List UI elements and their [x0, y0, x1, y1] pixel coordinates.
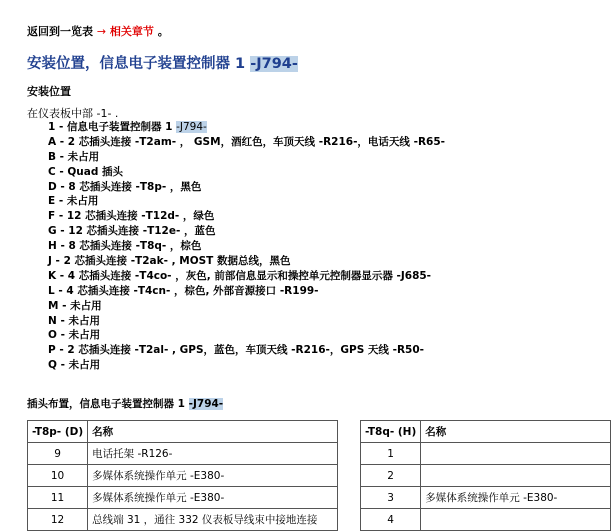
right-name-cell: 多媒体系统操作单元 -E380- — [421, 487, 611, 509]
location-description: 在仪表板中部 -1- . — [27, 107, 119, 120]
left-pin-header: -T8p- (D) — [28, 421, 88, 443]
list-item: G - 12 芯插头连接 -T12e- ，蓝色 — [48, 225, 216, 238]
left-name-cell: 多媒体系统操作单元 -E380- — [88, 465, 338, 487]
list-item: M - 未占用 — [48, 299, 102, 312]
left-pin-cell: 10 — [28, 465, 88, 487]
component-legend-list — [48, 120, 445, 373]
table-row — [28, 487, 611, 509]
right-name-header: 名称 — [421, 421, 611, 443]
list-item: E - 未占用 — [48, 195, 99, 208]
pin-table-title-code: -J794- — [188, 398, 224, 410]
page-title-code: -J794- — [250, 56, 298, 72]
left-pin-cell: 11 — [28, 487, 88, 509]
back-to-overview-link[interactable]: 返回到一览表 — [27, 25, 93, 38]
left-name-header: 名称 — [88, 421, 338, 443]
page-title-text: 安装位置，信息电子装置控制器 1 — [27, 56, 251, 72]
list-item: N - 未占用 — [48, 314, 100, 327]
right-pin-cell: 3 — [361, 487, 421, 509]
left-pin-cell: 9 — [28, 443, 88, 465]
related-chapters-link[interactable]: 相关章节 — [109, 25, 154, 38]
component-code: -J794- — [176, 121, 207, 133]
list-item: C - Quad 插头 — [48, 165, 124, 178]
list-item: 1 - 信息电子装置控制器 1 -J794- — [48, 121, 207, 133]
nav-bar — [27, 23, 169, 39]
left-name-cell: 多媒体系统操作单元 -E380- — [88, 487, 338, 509]
right-pin-cell: 1 — [361, 443, 421, 465]
column-gap — [338, 509, 361, 531]
list-item: L - 4 芯插头连接 -T4cn- ，棕色, 外部音源接口 -R199- — [48, 284, 319, 297]
column-gap — [338, 421, 361, 443]
right-name-cell — [421, 465, 611, 487]
page-title — [27, 52, 298, 73]
list-item: F - 12 芯插头连接 -T12d- ，绿色 — [48, 210, 215, 223]
right-pin-header: -T8q- (H) — [361, 421, 421, 443]
list-item: J - 2 芯插头连接 -T2ak- , MOST 数据总线，黑色 — [48, 255, 291, 268]
left-name-cell: 总线端 31 ，通往 332 仪表板导线束中接地连接 — [88, 509, 338, 531]
left-name-cell: 电话托架 -R126- — [88, 443, 338, 465]
column-gap — [338, 465, 361, 487]
list-item: Q - 未占用 — [48, 359, 101, 372]
list-item: P - 2 芯插头连接 -T2al- , GPS，蓝色，车顶天线 -R216-，GPS 天线 -R50- — [48, 344, 424, 357]
install-location-heading: 安装位置 — [27, 85, 71, 98]
left-pin-cell: 12 — [28, 509, 88, 531]
table-header-row — [28, 421, 611, 443]
arrow-right-icon: → — [96, 25, 107, 38]
nav-trailing: 。 — [157, 25, 169, 38]
column-gap — [338, 487, 361, 509]
pin-assignment-table — [27, 420, 611, 531]
table-row — [28, 509, 611, 531]
list-item: B - 未占用 — [48, 150, 100, 163]
column-gap — [338, 443, 361, 465]
right-pin-cell: 4 — [361, 509, 421, 531]
right-name-cell — [421, 509, 611, 531]
list-item: H - 8 芯插头连接 -T8q- ，棕色 — [48, 240, 202, 253]
list-item: A - 2 芯插头连接 -T2am- ， GSM，酒红色，车顶天线 -R216-，电话天线 -R65- — [48, 135, 446, 148]
right-name-cell — [421, 443, 611, 465]
right-pin-cell: 2 — [361, 465, 421, 487]
table-row — [28, 443, 611, 465]
list-item: O - 未占用 — [48, 329, 101, 342]
pin-table-title: 插头布置，信息电子装置控制器 1 -J794- — [27, 398, 224, 410]
list-item: D - 8 芯插头连接 -T8p- ，黑色 — [48, 180, 202, 193]
table-row — [28, 465, 611, 487]
list-item: K - 4 芯插头连接 -T4co- ，灰色, 前部信息显示和操控单元控制器显示器 -J685- — [48, 269, 432, 282]
